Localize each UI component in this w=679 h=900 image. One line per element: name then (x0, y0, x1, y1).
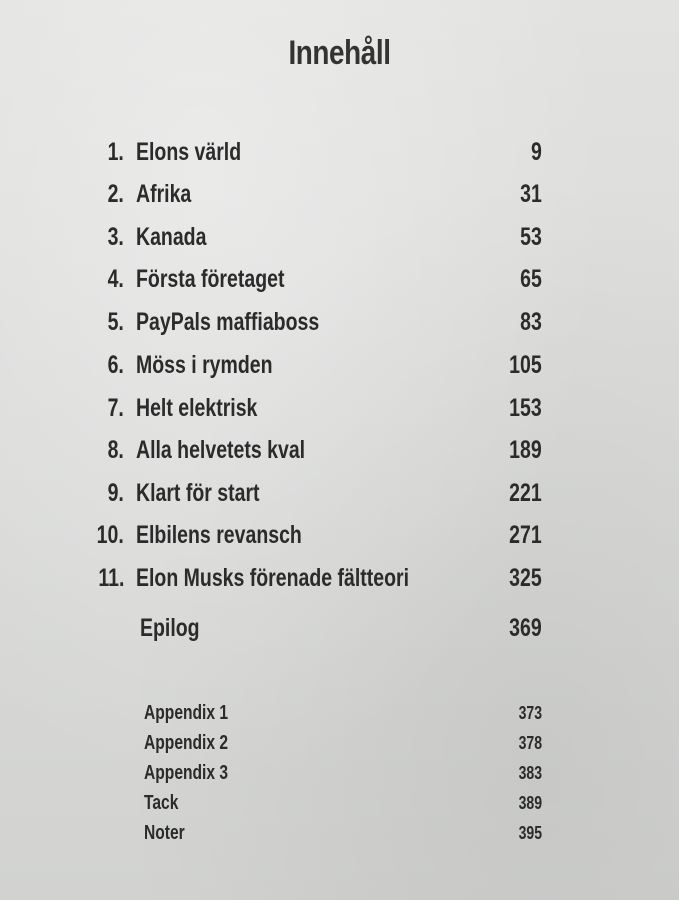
chapter-number: 6. (107, 351, 124, 379)
toc-row-back-matter (0, 790, 679, 816)
toc-row (0, 263, 679, 295)
toc-row (0, 306, 679, 338)
page-number: 189 (509, 436, 542, 464)
toc-row (0, 221, 679, 253)
page-number: 105 (509, 351, 542, 379)
epilog-title: Epilog (140, 614, 200, 642)
page-number: 53 (520, 223, 542, 251)
page-number: 271 (509, 521, 542, 549)
page-number: 378 (518, 733, 542, 753)
page-number: 389 (518, 793, 542, 813)
chapter-number: 5. (107, 308, 124, 336)
chapter-title: PayPals maffiaboss (136, 308, 320, 336)
page-number: 395 (518, 823, 542, 843)
chapter-number: 4. (107, 265, 124, 293)
chapter-title: Afrika (136, 180, 192, 208)
back-matter-title: Noter (144, 822, 185, 844)
page-number: 221 (509, 479, 542, 507)
chapter-number: 10. (96, 521, 124, 549)
page-number: 325 (509, 564, 542, 592)
chapter-title: Elons värld (136, 138, 242, 166)
toc-row (0, 392, 679, 424)
page-number: 65 (520, 265, 542, 293)
toc-row (0, 519, 679, 551)
toc-row (0, 349, 679, 381)
chapter-title: Möss i rymden (136, 351, 273, 379)
toc-row (0, 562, 679, 594)
chapter-title: Klart för start (136, 479, 260, 507)
page-number: 31 (520, 180, 542, 208)
page-number: 369 (509, 614, 542, 642)
chapter-number: 11. (97, 564, 124, 592)
chapter-title: Första företaget (136, 265, 285, 293)
chapter-number: 9. (107, 479, 124, 507)
page-number: 9 (531, 138, 542, 166)
page-number: 153 (509, 394, 542, 422)
toc-row (0, 136, 679, 168)
toc-row-back-matter (0, 760, 679, 786)
back-matter-title: Tack (144, 792, 179, 814)
back-matter-title: Appendix 1 (144, 702, 229, 724)
toc-row-back-matter (0, 820, 679, 846)
back-matter-title: Appendix 3 (144, 762, 229, 784)
toc-row-back-matter (0, 700, 679, 726)
toc-row-back-matter (0, 730, 679, 756)
toc-row-epilog (0, 612, 679, 644)
chapter-title: Alla helvetets kval (136, 436, 306, 464)
page-number: 83 (520, 308, 542, 336)
page-title: Innehåll (288, 34, 391, 72)
chapter-title: Kanada (136, 223, 207, 251)
chapter-title: Elon Musks förenade fältteori (136, 564, 410, 592)
chapter-title: Helt elektrisk (136, 394, 258, 422)
toc-row (0, 477, 679, 509)
chapter-number: 1. (107, 138, 124, 166)
page-number: 383 (518, 763, 542, 783)
page-number: 373 (518, 703, 542, 723)
back-matter-title: Appendix 2 (144, 732, 229, 754)
chapter-number: 8. (107, 436, 124, 464)
toc-row (0, 434, 679, 466)
chapter-number: 3. (107, 223, 124, 251)
chapter-number: 7. (107, 394, 124, 422)
chapter-title: Elbilens revansch (136, 521, 302, 549)
toc-row (0, 178, 679, 210)
chapter-number: 2. (107, 180, 124, 208)
